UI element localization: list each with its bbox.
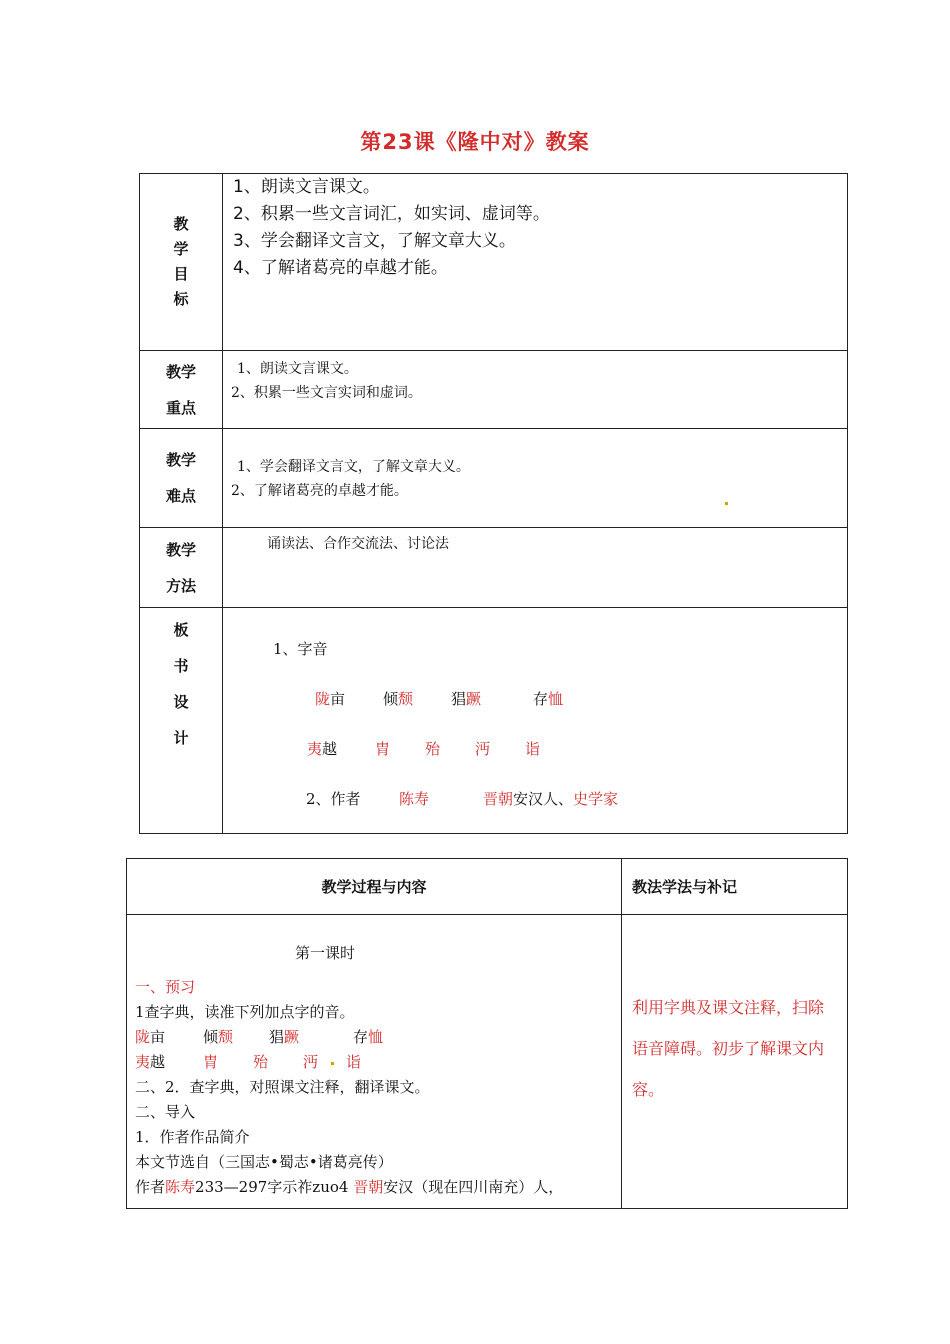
methods-label: 教学 方法 [140,528,223,608]
dot-mark [331,1062,334,1065]
board-pron-row-1: 陇亩 倾颓 猖蹶 存恤 [315,690,564,708]
process-pron-row-1: 陇亩 倾颓 猖蹶 存恤 [135,1028,384,1046]
difficulty-item: 1、学会翻译文言文，了解文章大义。 [237,459,470,475]
notes-header: 教法学法与补记 [622,859,848,915]
page-title: 第23课《隆中对》教案 [360,130,590,154]
pron-heading: 1、字音 [273,640,328,658]
goal-item: 1、朗读文言课文。 [233,177,380,197]
goal-item: 4、了解诸葛亮的卓越才能。 [233,258,448,278]
process-header: 教学过程与内容 [127,859,622,915]
difficulties-label: 教学 难点 [140,429,223,528]
source-text: 本文节选自（三国志•蜀志•诸葛亮传） [135,1153,393,1171]
key-point-item: 2、积累一些文言实词和虚词。 [231,385,422,401]
goals-label: 教 学 目 标 [140,174,223,351]
goal-item: 2、积累一些文言词汇，如实词、虚词等。 [233,204,550,224]
board-author-row: 2、作者 陈寿 晋朝安汉人、史学家 [306,790,619,808]
teaching-process-table [126,858,848,1209]
intro-heading: 二、导入 [135,1103,196,1121]
intro-step-1: 1．作者作品简介 [135,1128,250,1146]
difficulties-content [223,429,848,528]
notes-content [622,915,848,1209]
process-pron-row-2: 夷越 胄 殆 沔 诣 [135,1053,362,1071]
preview-step-1: 1查字典，读准下列加点字的音。 [135,1003,355,1021]
board-content [223,608,848,834]
author-line: 作者陈寿233—297字示祚zuo4 晋朝安汉（现在四川南充）人， [135,1178,564,1196]
key-point-item: 1、朗读文言课文。 [237,361,358,377]
process-content [127,915,622,1209]
preview-step-2: 二、2．查字典，对照课文注释，翻译课文。 [135,1078,430,1096]
goals-content [223,174,848,351]
difficulty-item: 2、了解诸葛亮的卓越才能。 [231,483,408,499]
methods-content [223,528,848,608]
lesson-label: 第一课时 [295,944,356,962]
stray-mark [725,502,728,505]
key-points-label: 教学 重点 [140,351,223,429]
board-label: 板 书 设 计 [140,608,223,834]
lesson-plan-table [139,173,848,834]
preview-heading: 一、预习 [135,978,196,996]
methods-text: 诵读法、合作交流法、讨论法 [267,536,449,552]
notes-text: 利用字典及课文注释，扫除语音障碍。初步了解课文内容。 [632,998,825,1099]
goal-item: 3、学会翻译文言文，了解文章大义。 [233,231,516,251]
board-pron-row-2: 夷越 胄 殆 沔 诣 [307,740,541,758]
key-points-content [223,351,848,429]
